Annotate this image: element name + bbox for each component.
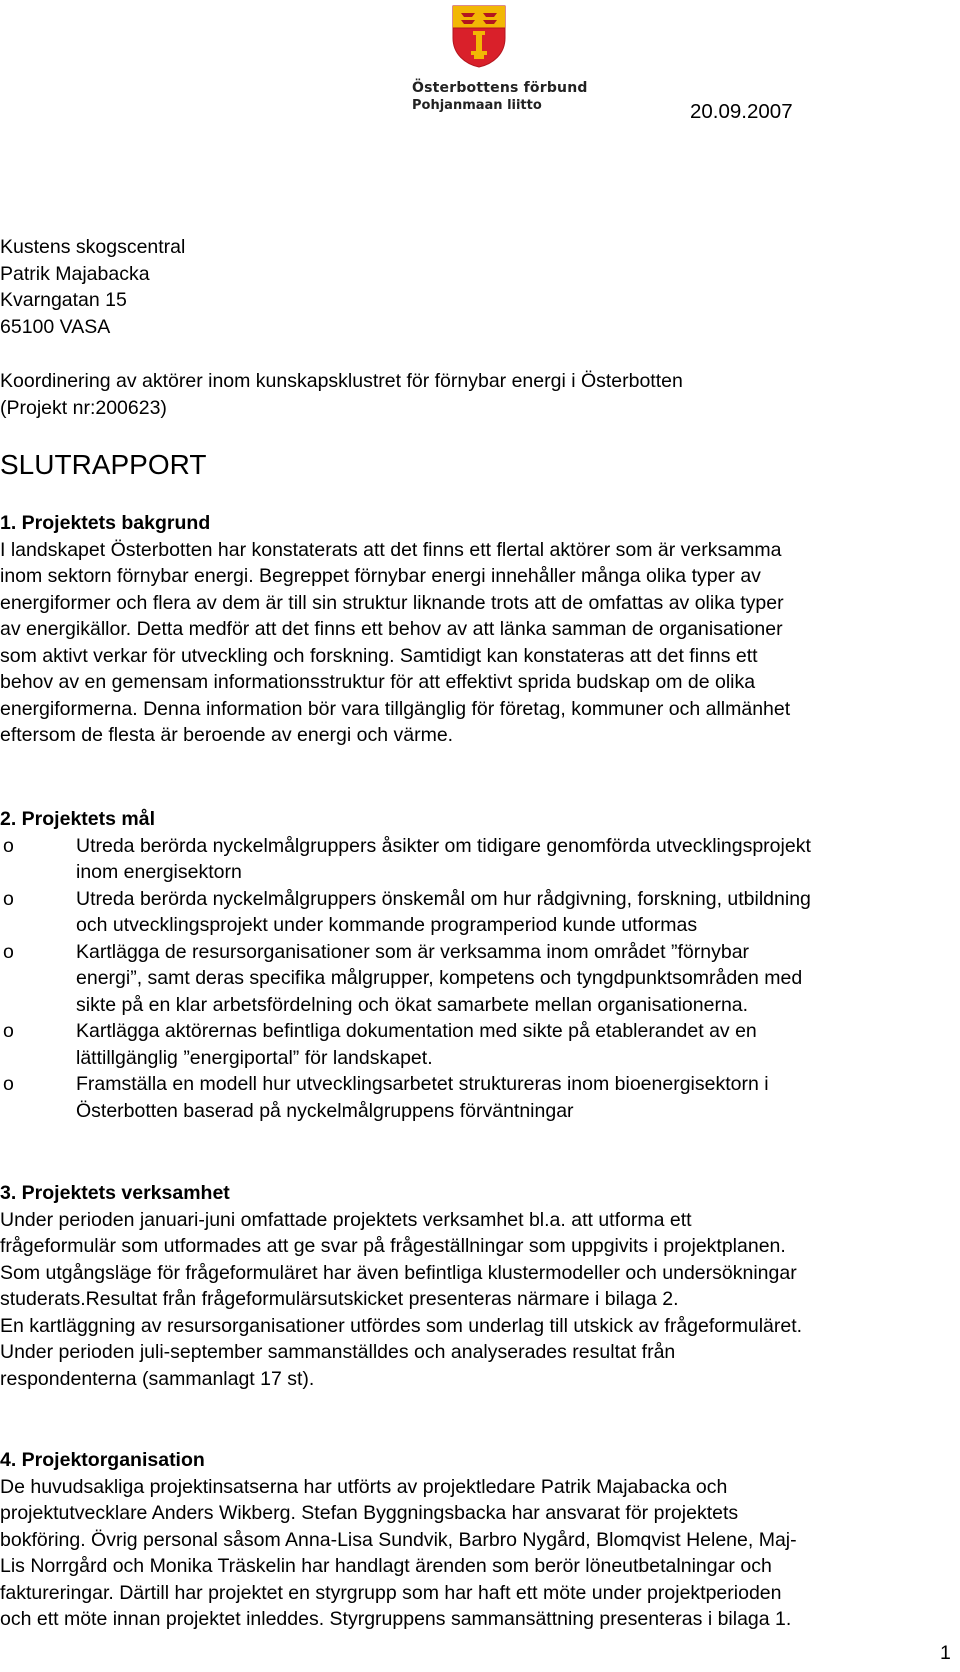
section-activities bbox=[0, 1180, 960, 1392]
list-item bbox=[0, 1018, 960, 1071]
item-line: lättillgänglig ”energiportal” för landskapet. bbox=[76, 1046, 433, 1069]
list-item bbox=[0, 939, 960, 1019]
body-line: studerats.Resultat från frågeformulärsutskicket presenteras närmare i bilaga 2. bbox=[0, 1288, 679, 1310]
recipient-line: Kustens skogscentral bbox=[0, 236, 186, 258]
body-line: respondenterna (sammanlagt 17 st). bbox=[0, 1367, 315, 1390]
bullet-marker: o bbox=[3, 1073, 14, 1095]
body-line: och ett möte innan projektet inleddes. Styrgruppens sammansättning presenteras i bilaga 1. bbox=[0, 1608, 792, 1630]
bullet-marker: o bbox=[3, 834, 14, 857]
body-line: faktureringar. Därtill har projektet en styrgrupp som har haft ett möte under projektperioden bbox=[0, 1581, 782, 1604]
item-line: Framställa en modell hur utvecklingsarbetet struktureras inom bioenergisektorn i bbox=[76, 1073, 769, 1095]
item-line: energi”, samt deras specifika målgrupper, kompetens och tyngdpunktsområden med bbox=[76, 967, 803, 989]
report-title: SLUTRAPPORT bbox=[0, 449, 207, 480]
body-line: energiformer och flera av dem är till sin struktur liknande trots att de omfattas av olika typer bbox=[0, 591, 784, 614]
section-body bbox=[0, 1474, 960, 1633]
item-line: Kartlägga aktörernas befintliga dokumentation med sikte på etablerandet av en bbox=[76, 1020, 757, 1042]
body-line: som aktivt verkar för utveckling och forskning. Samtidigt kan konstateras att det finns ett bbox=[0, 644, 758, 667]
coat-of-arms-logo bbox=[451, 4, 507, 68]
page-number: 1 bbox=[940, 1642, 951, 1664]
body-line: De huvudsakliga projektinsatserna har utförts av projektledare Patrik Majabacka och bbox=[0, 1475, 728, 1498]
item-line: och utvecklingsprojekt under kommande programperiod kunde utformas bbox=[76, 914, 698, 936]
list-item bbox=[0, 886, 960, 939]
header-logo bbox=[412, 4, 588, 114]
goals-list bbox=[0, 833, 960, 1125]
bullet-marker: o bbox=[3, 940, 14, 963]
body-line: projektutvecklare Anders Wikberg. Stefan Byggningsbacka har ansvarat för projektets bbox=[0, 1502, 739, 1524]
recipient-line: 65100 VASA bbox=[0, 315, 111, 338]
bullet-marker: o bbox=[3, 1020, 14, 1042]
item-line: Utreda berörda nyckelmålgruppers önskemål om hur rådgivning, forskning, utbildning bbox=[76, 887, 811, 910]
section-body bbox=[0, 537, 960, 749]
body-line: inom sektorn förnybar energi. Begreppet förnybar energi innehåller många olika typer av bbox=[0, 565, 761, 587]
section-organisation bbox=[0, 1447, 960, 1633]
list-item bbox=[0, 833, 960, 886]
section-heading: 4. Projektorganisation bbox=[0, 1449, 205, 1471]
body-line: Under perioden juli-september sammanställdes och analyserades resultat från bbox=[0, 1341, 676, 1363]
section-background bbox=[0, 510, 960, 749]
body-line: av energikällor. Detta medför att det finns ett behov av att länka samman de organisationer bbox=[0, 618, 783, 640]
recipient-line: Kvarngatan 15 bbox=[0, 289, 127, 311]
subject bbox=[0, 368, 683, 421]
org-name-finnish: Pohjanmaan liitto bbox=[412, 98, 542, 113]
document-date: 20.09.2007 bbox=[690, 100, 793, 123]
body-line: energiformerna. Denna information bör vara tillgänglig för företag, kommuner och allmänhet bbox=[0, 697, 791, 720]
org-name-swedish: Österbottens förbund bbox=[412, 80, 588, 96]
list-item bbox=[0, 1071, 960, 1124]
body-line: behov av en gemensam informationsstruktur för att effektivt sprida budskap om de olika bbox=[0, 671, 756, 693]
item-line: Kartlägga de resursorganisationer som är verksamma inom området ”förnybar bbox=[76, 940, 750, 963]
body-line: frågeformulär som utformades att ge svar på frågeställningar som uppgivits i projektplanen. bbox=[0, 1235, 786, 1257]
section-heading: 2. Projektets mål bbox=[0, 808, 155, 830]
body-line: Under perioden januari-juni omfattade projektets verksamhet bl.a. att utforma ett bbox=[0, 1208, 692, 1231]
item-line: Österbotten baserad på nyckelmålgruppens förväntningar bbox=[76, 1099, 574, 1122]
body-line: Som utgångsläge för frågeformuläret har även befintliga klustermodeller och undersökningar bbox=[0, 1261, 797, 1284]
item-line: sikte på en klar arbetsfördelning och ökat samarbete mellan organisationerna. bbox=[76, 993, 749, 1016]
body-line: Lis Norrgård och Monika Träskelin har handlagt ärenden som berör löneutbetalningar och bbox=[0, 1555, 772, 1577]
item-line: Utreda berörda nyckelmålgruppers åsikter om tidigare genomförda utvecklingsprojekt bbox=[76, 834, 811, 857]
subject-line: (Projekt nr:200623) bbox=[0, 396, 167, 419]
section-heading: 1. Projektets bakgrund bbox=[0, 512, 211, 534]
body-line: eftersom de flesta är beroende av energi och värme. bbox=[0, 724, 454, 746]
recipient-line: Patrik Majabacka bbox=[0, 262, 150, 285]
subject-line: Koordinering av aktörer inom kunskapsklustret för förnybar energi i Österbotten bbox=[0, 370, 683, 392]
body-line: En kartläggning av resursorganisationer utfördes som underlag till utskick av frågeformuläret. bbox=[0, 1314, 803, 1337]
item-line: inom energisektorn bbox=[76, 861, 242, 883]
section-body bbox=[0, 1207, 960, 1393]
bullet-marker: o bbox=[3, 887, 14, 910]
recipient-address bbox=[0, 234, 185, 340]
body-line: bokföring. Övrig personal såsom Anna-Lisa Sundvik, Barbro Nygård, Blomqvist Helene, Maj- bbox=[0, 1528, 797, 1551]
section-goals bbox=[0, 806, 960, 1124]
body-line: I landskapet Österbotten har konstaterats att det finns ett flertal aktörer som är verksamma bbox=[0, 538, 782, 561]
section-heading: 3. Projektets verksamhet bbox=[0, 1182, 230, 1204]
